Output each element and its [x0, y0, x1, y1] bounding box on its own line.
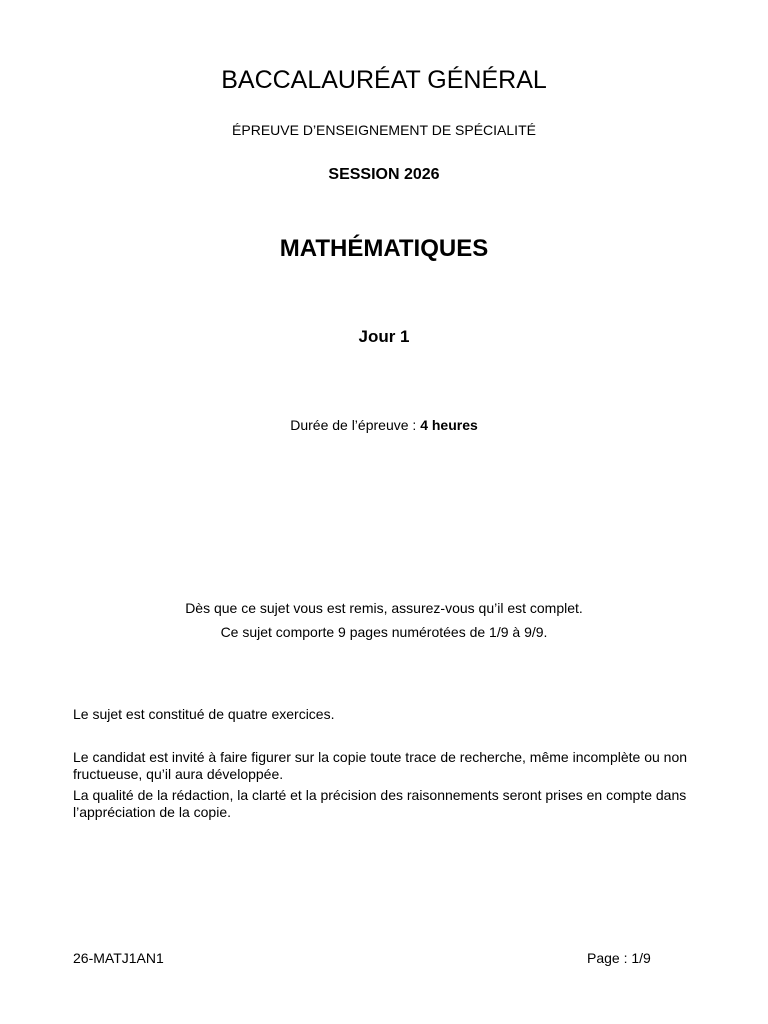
duration-line	[0, 417, 768, 433]
footer-page-number: Page : 1/9	[587, 950, 651, 966]
instruction-paragraph-2: Le candidat est invité à faire figurer sur la copie toute trace de recherche, même incomplète ou non fructueuse, qu’il aura développée.	[73, 749, 688, 782]
session-label: SESSION 2026	[328, 166, 440, 183]
footer-document-code: 26-MATJ1AN1	[73, 950, 164, 966]
exam-subtitle: ÉPREUVE D’ENSEIGNEMENT DE SPÉCIALITÉ	[232, 122, 536, 138]
exam-title: BACCALAURÉAT GÉNÉRAL	[221, 66, 547, 94]
day-label: Jour 1	[358, 327, 410, 346]
duration-value: 4 heures	[420, 417, 478, 433]
subject-title: MATHÉMATIQUES	[279, 235, 489, 262]
instruction-paragraph-1: Le sujet est constitué de quatre exercices.	[73, 706, 335, 722]
notice-line-1: Dès que ce sujet vous est remis, assurez-vous qu’il est complet.	[185, 600, 583, 616]
instruction-paragraph-3: La qualité de la rédaction, la clarté et la précision des raisonnements seront prises en compte dans l’appréciation de la copie.	[73, 787, 687, 820]
notice-line-2: Ce sujet comporte 9 pages numérotées de 1/9 à 9/9.	[220, 624, 548, 640]
duration-label: Durée de l’épreuve :	[290, 417, 421, 433]
